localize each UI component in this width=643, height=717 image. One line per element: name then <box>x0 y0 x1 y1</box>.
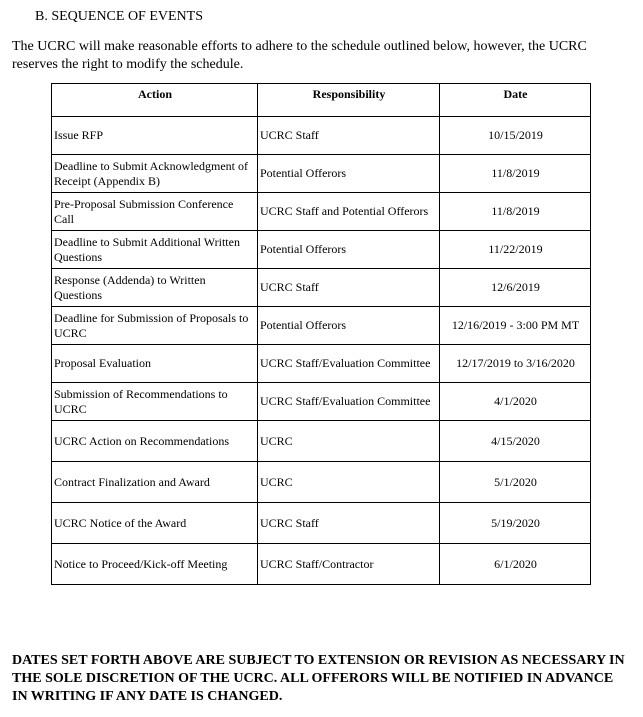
action-cell: UCRC Action on Recommendations <box>52 421 258 462</box>
table-row <box>52 421 591 462</box>
action-cell: Submission of Recommendations to UCRC <box>52 383 258 421</box>
date-cell: 10/15/2019 <box>440 117 591 155</box>
table-row <box>52 544 591 585</box>
responsibility-cell: UCRC <box>258 462 440 503</box>
table-row <box>52 117 591 155</box>
table-row <box>52 231 591 269</box>
header-responsibility: Responsibility <box>258 84 440 117</box>
date-cell: 12/6/2019 <box>440 269 591 307</box>
date-change-notice: DATES SET FORTH ABOVE ARE SUBJECT TO EXTENSION OR REVISION AS NECESSARY IN THE SOLE DISCRETION OF THE UCRC. ALL OFFERORS WILL BE NOTIFIED IN ADVANCE IN WRITING IF ANY DATE IS CHANGED. <box>12 653 625 704</box>
responsibility-cell: UCRC <box>258 421 440 462</box>
responsibility-cell: UCRC Staff <box>258 269 440 307</box>
sequence-of-events-table <box>51 83 591 585</box>
responsibility-cell: UCRC Staff <box>258 117 440 155</box>
table-row <box>52 269 591 307</box>
responsibility-cell: Potential Offerors <box>258 231 440 269</box>
responsibility-cell: Potential Offerors <box>258 307 440 345</box>
date-cell: 11/8/2019 <box>440 193 591 231</box>
responsibility-cell: UCRC Staff/Evaluation Committee <box>258 383 440 421</box>
date-cell: 11/22/2019 <box>440 231 591 269</box>
action-cell: Issue RFP <box>52 117 258 155</box>
action-cell: Deadline for Submission of Proposals to UCRC <box>52 307 258 345</box>
table-row <box>52 193 591 231</box>
date-cell: 4/15/2020 <box>440 421 591 462</box>
date-cell: 12/16/2019 - 3:00 PM MT <box>440 307 591 345</box>
table-row <box>52 503 591 544</box>
date-cell: 4/1/2020 <box>440 383 591 421</box>
table-row <box>52 345 591 383</box>
responsibility-cell: UCRC Staff/Contractor <box>258 544 440 585</box>
intro-paragraph: The UCRC will make reasonable efforts to adhere to the schedule outlined below, however, the UCRC reserves the right to modify the schedule. <box>12 39 587 72</box>
action-cell: Proposal Evaluation <box>52 345 258 383</box>
action-cell: Contract Finalization and Award <box>52 462 258 503</box>
responsibility-cell: UCRC Staff and Potential Offerors <box>258 193 440 231</box>
action-cell: Notice to Proceed/Kick-off Meeting <box>52 544 258 585</box>
action-cell: Response (Addenda) to Written Questions <box>52 269 258 307</box>
action-cell: Deadline to Submit Additional Written Questions <box>52 231 258 269</box>
responsibility-cell: Potential Offerors <box>258 155 440 193</box>
header-date: Date <box>440 84 591 117</box>
date-cell: 11/8/2019 <box>440 155 591 193</box>
header-action: Action <box>52 84 258 117</box>
table-header-row <box>52 84 591 117</box>
table-row <box>52 307 591 345</box>
responsibility-cell: UCRC Staff/Evaluation Committee <box>258 345 440 383</box>
date-cell: 5/19/2020 <box>440 503 591 544</box>
responsibility-cell: UCRC Staff <box>258 503 440 544</box>
date-cell: 5/1/2020 <box>440 462 591 503</box>
table-row <box>52 462 591 503</box>
section-heading: B. SEQUENCE OF EVENTS <box>35 9 204 24</box>
action-cell: UCRC Notice of the Award <box>52 503 258 544</box>
action-cell: Deadline to Submit Acknowledgment of Receipt (Appendix B) <box>52 155 258 193</box>
table-row <box>52 383 591 421</box>
date-cell: 6/1/2020 <box>440 544 591 585</box>
action-cell: Pre-Proposal Submission Conference Call <box>52 193 258 231</box>
table-row <box>52 155 591 193</box>
date-cell: 12/17/2019 to 3/16/2020 <box>440 345 591 383</box>
